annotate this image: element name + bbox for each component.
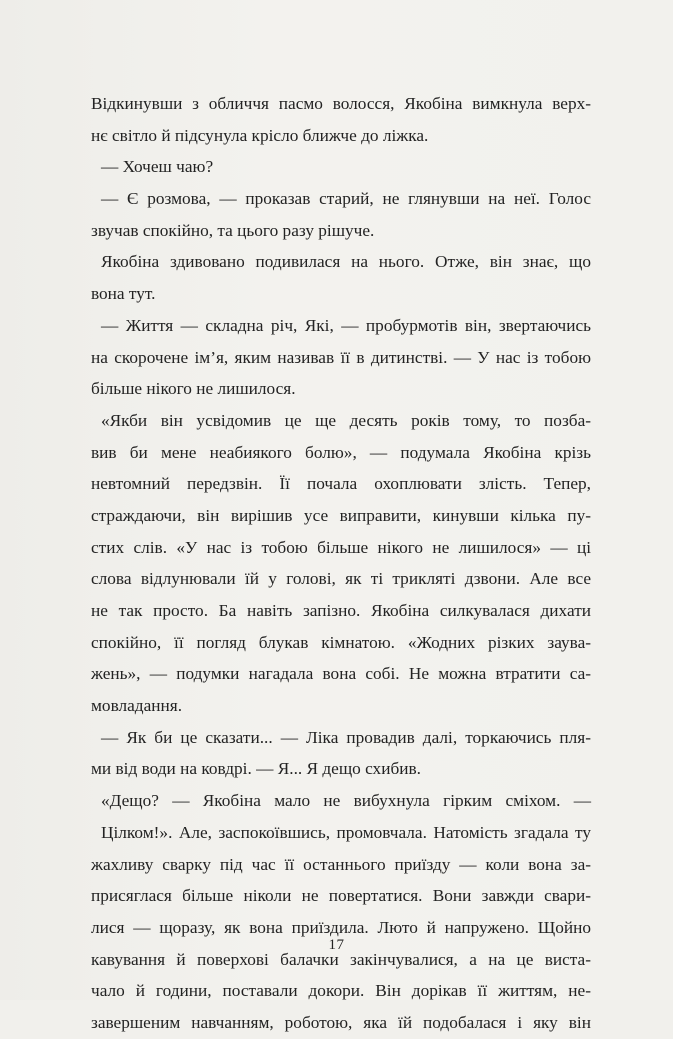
text-line: завершеним навчанням, роботою, яка їй подобалася і яку він [91,1012,591,1032]
text-line: нє світло й підсунула крісло ближче до ліжка. [91,125,429,145]
text-line: чало й години, поставали докори. Він дорікав її життям, не- [91,981,591,1001]
text-line: жень», — подумки нагадала вона собі. Не можна втратити са- [91,664,591,684]
text-line: кавування й поверхові балачки закінчувалися, а на це виста- [91,949,591,969]
body-text [91,88,591,1039]
text-line: присяглася більше ніколи не повертатися. Вони завжди свари- [91,886,591,906]
text-line: слова відлунювали їй у голові, як ті триклятi дзвони. Але все [91,569,591,589]
text-line: вив би мене неабиякого болю», — подумала Якобіна крізь [91,442,591,462]
text-line: лися — щоразу, як вона приїздила. Люто й напружено. Щойно [91,917,591,937]
text-line: — Життя — складна річ, Які, — пробурмотів він, звертаючись [101,315,591,335]
text-line: більше нікого не лишилося. [91,379,296,399]
text-line: «Якби він усвідомив це ще десять років тому, то позба- [101,410,591,430]
text-line: жахливу сварку під час її останнього приїзду — коли вона за- [91,854,591,874]
text-line: невтомний передзвін. Її почала охоплювати злість. Тепер, [91,474,591,494]
text-line: ми від води на ковдрі. — Я... Я дещо схибив. [91,759,421,779]
text-line: Відкинувши з обличчя пасмо волосся, Якобіна вимкнула верх- [91,94,591,113]
text-line: «Дещо? — Якобіна мало не вибухнула гірким сміхом. — Цілком!». Але, заспокоївшись, промовчала. Натомість згадала ту [101,791,591,842]
text-line: страждаючи, він вирішив усе виправити, кинувши кілька пу- [91,505,591,525]
text-line: — Хочеш чаю? [101,157,214,177]
text-line: Якобіна здивовано подивилася на нього. Отже, він знає, що [101,252,591,272]
text-line: на скорочене ім’я, яким називав її в дитинстві. — У нас із тобою [91,347,591,367]
page-number: 17 [328,937,345,953]
text-line: стих слів. «У нас із тобою більше нікого не лишилося» — ці [91,537,591,557]
text-line: звучав спокійно, та цього разу рішуче. [91,220,375,240]
text-line: мовладання. [91,696,183,716]
text-line: — Як би це сказати... — Ліка провадив далі, торкаючись пля- [101,727,591,747]
text-line: не так просто. Ба навіть запізно. Якобіна силкувалася дихати [91,601,591,620]
text-line: вона тут. [91,284,156,304]
text-line: — Є розмова, — проказав старий, не глянувши на неї. Голос [101,189,591,209]
text-line: спокійно, її погляд блукав кімнатою. «Жодних різких заува- [91,632,591,652]
